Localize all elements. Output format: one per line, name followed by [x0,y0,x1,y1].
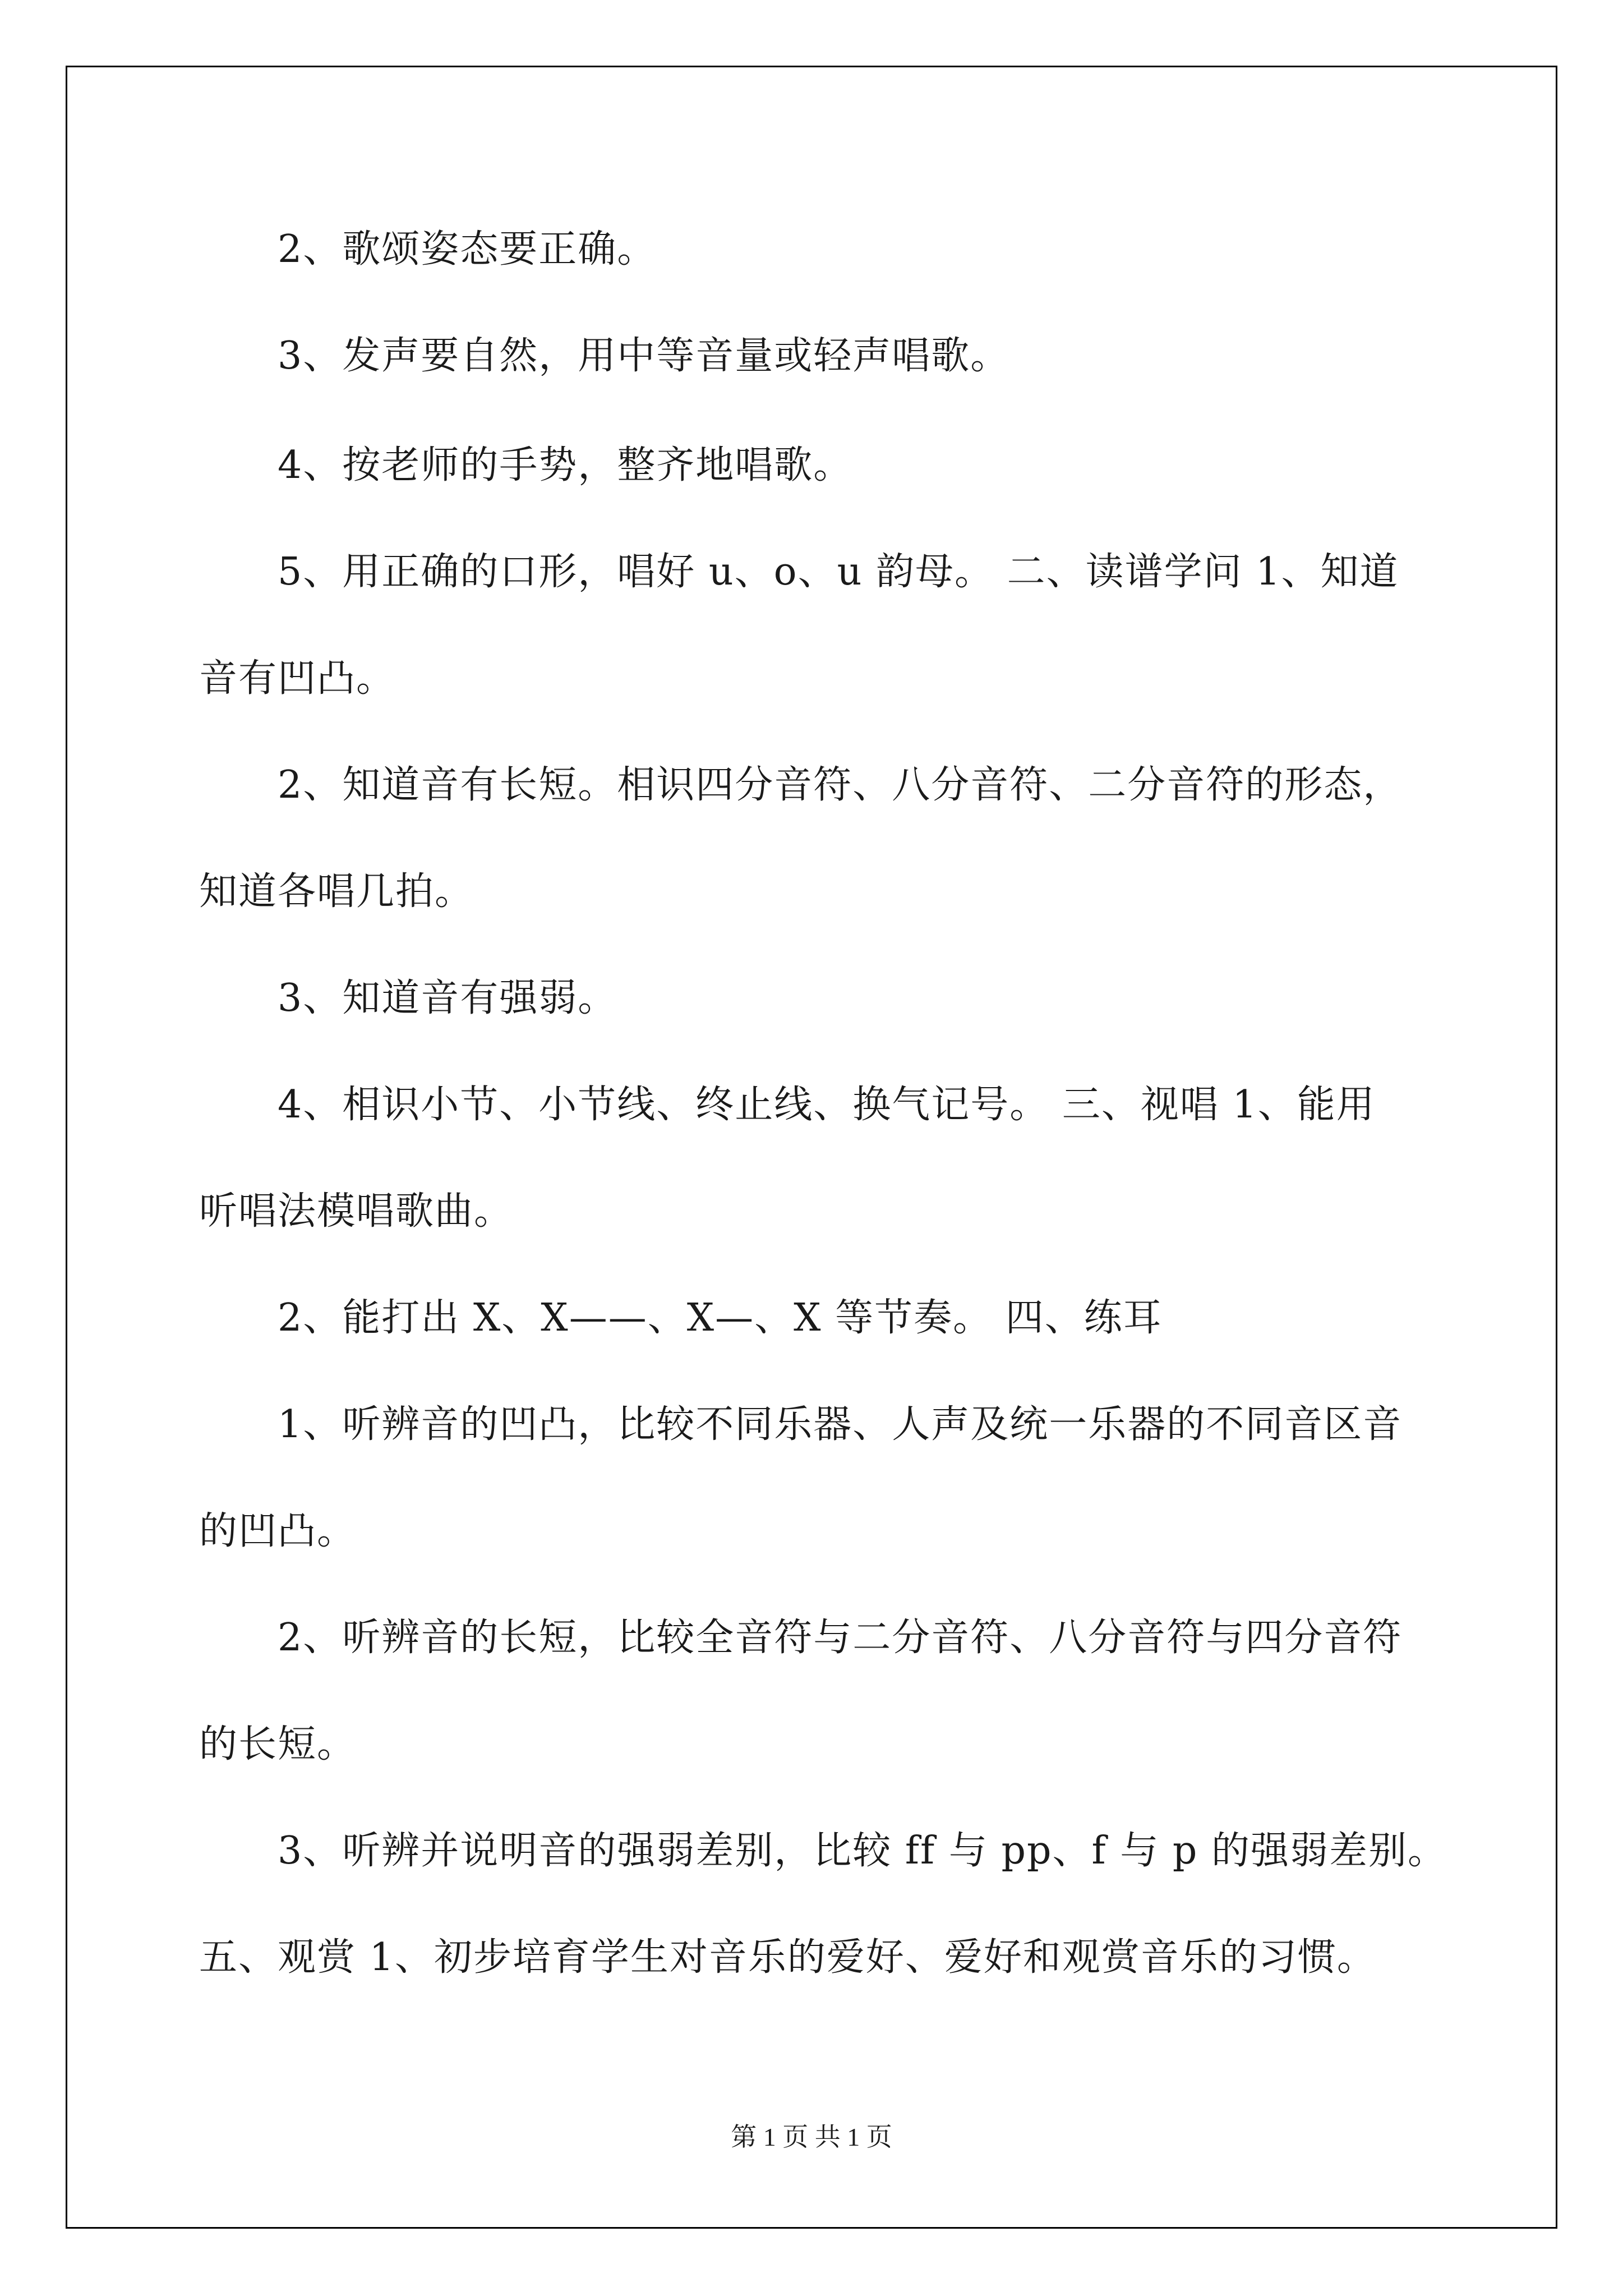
text-line: 2、能打出 X、X——、X—、X 等节奏。 四、练耳 [278,1296,1163,1340]
text-line: 知道各唱几拍。 [199,869,474,914]
text-line: 3、知道音有强弱。 [278,976,617,1020]
text-line: 3、听辨并说明音的强弱差别，比较 ff 与 pp、f 与 p 的强弱差别。 [278,1829,1447,1873]
text-line: 2、知道音有长短。相识四分音符、八分音符、二分音符的形态， [278,763,1403,807]
text-line: 的凹凸。 [199,1509,357,1553]
text-line: 4、按老师的手势，整齐地唱歌。 [278,443,853,487]
text-line: 2、听辨音的长短，比较全音符与二分音符、八分音符与四分音符 [278,1616,1403,1660]
text-line: 听唱法模唱歌曲。 [199,1189,514,1234]
text-line: 3、发声要自然，用中等音量或轻声唱歌。 [278,334,1010,378]
text-line: 2、歌颂姿态要正确。 [278,227,657,272]
text-line: 的长短。 [199,1722,357,1766]
page-border [66,66,1557,2229]
text-line: 5、用正确的口形，唱好 u、o、u 韵母。 二、读谱学问 1、知道 [278,550,1399,594]
text-line: 1、听辨音的凹凸，比较不同乐器、人声及统一乐器的不同音区音 [278,1402,1403,1447]
text-line: 五、观赏 1、初步培育学生对音乐的爱好、爱好和观赏音乐的习惯。 [199,1935,1376,1980]
text-line: 4、相识小节、小节线、终止线、换气记号。 三、视唱 1、能用 [278,1083,1376,1127]
page-number-footer: 第 1 页 共 1 页 [731,2123,892,2151]
text-line: 音有凹凸。 [199,656,396,701]
